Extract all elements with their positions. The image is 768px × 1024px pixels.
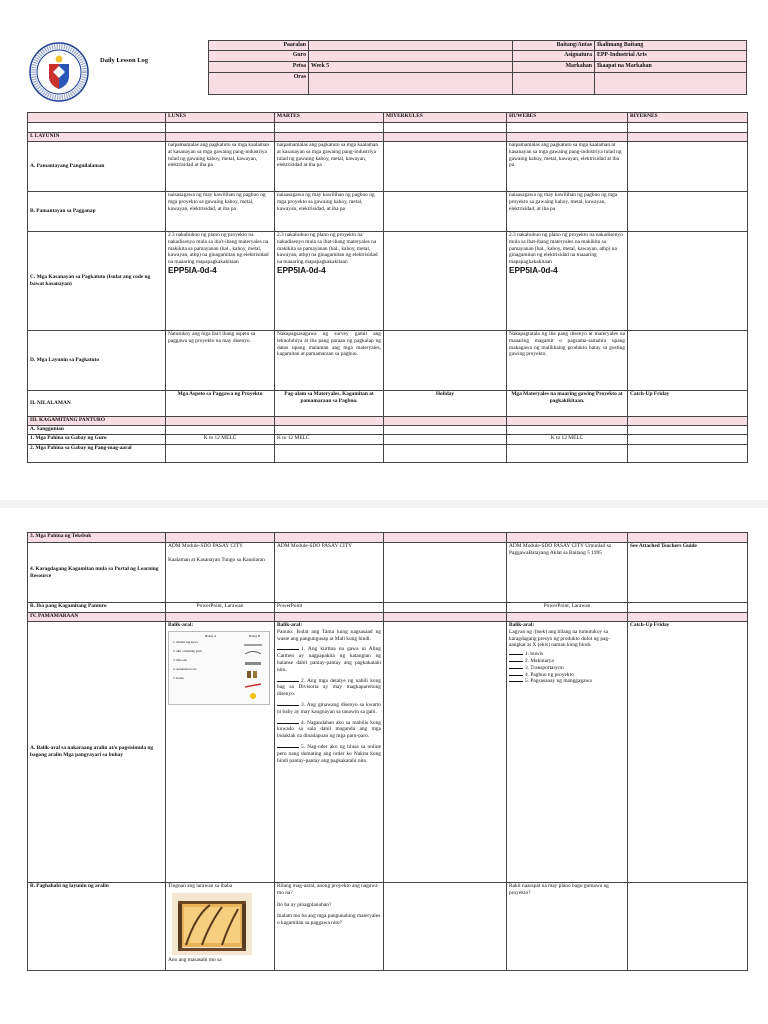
markahan-label: Markahan xyxy=(513,62,595,73)
day-biyernes: BIYERNES xyxy=(628,113,748,123)
tool-pictures-icon xyxy=(241,640,265,702)
day-miyerkules: MIYERKULES xyxy=(384,113,507,123)
day-lunes: LUNES xyxy=(166,113,275,123)
list-item: 2. Ang mga detalye ng nabili kong bag sa Divisoria ay may magkaparehong disenyo. xyxy=(277,677,381,698)
asignatura-label: Asignatura xyxy=(513,51,595,62)
baitang-label: Baitang/Antas xyxy=(513,41,595,51)
competency-code: EPP5IA-0d-4 xyxy=(277,265,326,275)
table-row: B. Pamantayan sa Pagganap naisasagawa ng may kawilihan ng pagbuo ng mga proyekto sa gawaing kahoy, metal, kawayan, elektrisidad, at iba pa naisasagawa ng may kawilihan ng pagbuo ng mga proyekto sa gawaing kahoy, metal, kawayan, elektrisidad, at iba pa naisasagawa ng may kawilihan ng pagbuo ng mga proyekto sa gawaing kahoy, metal, kawayan, elektrisidad, at iba pa xyxy=(28,192,748,232)
deped-seal-icon xyxy=(29,42,89,102)
row-label: 2. Mga Pahina sa Gabay ng Pang-mag-aaral xyxy=(28,445,166,463)
row-label: B. Pamantayan sa Pagganap xyxy=(28,192,166,232)
table-row: D. Mga Layunin sa Pagkatuto Natutukoy ang mga iba't ibang aspeto sa paggawa ng proyekto na may disenyo. Nakapagsasagawa ng survey gamit ang teknolohiya at iba pang paraan ng pagkalap ng datos upang malaman ang mga materyales, kagamitan at pamamaraan sa pagbuo. Nakapagtatala ng iba pang disenyo at materyales na maaaring magamit o pagsama-samahin upang makagawa ng malikhaing produkto batay sa gusting gawing proyekto. xyxy=(28,331,748,391)
section-layunin: I. LAYUNIN xyxy=(28,133,748,142)
header-table xyxy=(208,40,747,95)
list-item: 1. buwis xyxy=(509,651,625,658)
paaralan-label: Paaralan xyxy=(209,41,309,51)
table-row xyxy=(28,445,748,463)
table-row: A. Balik-aral sa nakaraang aralin at/o pagsisimula ng bagong aralin Mga pangyayari sa buhay Balik-aral: Hanay A Hanay B 1. malaki ang kuwa 2. ukit o marking gulit 3. Mas ana 4. susukatan ko ito 5. Kama Balik-aral: Panuto: Isulat ang Tama kung nagsasaad ng waste ang pangungusap at Mali kung hindi. 1. Ang kurtina na gawa ni Aling Carmen ay nagpapakita ng katangian ng balanse dahil pantay-pantay ang pagkakatahi nito. 2. Ang mga detalye ng nabili kong bag sa Divisoria ay may magkaparehong disenyo. 3. Ang ginawang disenyo sa kwarto ni baby ay may kaugnayan sa tanawin sa gabi. 4. Nagandahan ako sa mabilis kong kuwado sa sala dahil maganda ang mga bulaklak na dinadapuan ng mga paru-paro. 5. Nag-oder ako ng blusa sa online pero nang dumating ang order ko Nakita kong hindi pantay-pantay ang pagkakatahi nito. Balik-aral: Lagyan ng /(tsek) ang bilang na tumutukoy sa karagdagang presyo ng produkto dulot ng pag-aangkat at X (ekis) naman kung hindi. 1. buwis 2. Makinarya 3. Transportasyon 4. Pagbuo ng proyekto 5. Pagsasanay ng manggagawa Catch-Up Friday xyxy=(28,622,748,883)
asignatura-value: EPP-Industrial Arts xyxy=(595,51,747,62)
baitang-value: Ikalimang Baitang xyxy=(595,41,747,51)
table-row: II. NILALAMAN Mga Aspeto sa Paggawa ng Proyekto Pag-alam sa Materyales, Kagamitan at pamamaraan sa Pagbuo. Holiday Mga Materyales na maaring gawing Proyekto at pagkakikitaan. Catch-Up Friday xyxy=(28,391,748,417)
day-header-row xyxy=(28,113,748,123)
day-martes: MARTES xyxy=(275,113,384,123)
day-huwebes: HUWEBES xyxy=(507,113,628,123)
table-row: 1. Mga Pahina sa Gabay ng Guro K to 12 MELC K to 12 MELC K to 12 MELC xyxy=(28,435,748,445)
list-item: 4. Nagandahan ako sa mabilis kong kuwado sa sala dahil maganda ang mga bulaklak na dinadapuan ng mga paru-paro. xyxy=(277,719,381,740)
row-label: 4. Karagdagang Kagamitan mula sa Portal ng Learning Resource xyxy=(28,543,166,603)
lesson-table-2 xyxy=(27,532,748,971)
table-row xyxy=(28,533,748,543)
table-row: C. Mga Kasanayan sa Pagkatuto (Isulat ang code ng bawat kasanayan) 2.3 nakabubuo ng plano ng proyekto na nakadisenyo mula sa iba't-ibang materyales na makikita sa pamayanan (hal., kahoy, metal, kawayan, atbp) na ginagamitan ng elektrisidad na maaaring mapapagkakakitaan EPP5IA-0d-4 2.3 nakabubuo ng plano ng proyekto na nakadisenyo mula sa ibat-ibang materyales na makikita sa pamayanan (hal., kahoy, metal, kawayan, atbp) na ginagamitan ng elektrisidad na maaaring mapapagkakakitaan EPP5IA-0d-4 2.3 nakabubuo ng plano ng proyekto na nakadisenyo mula sa ibat-ibang materyales na makikita sa pamayanan (hal., kahoy, metal, kawayan, atbp) na ginagamitan ng elektrisidad na maaaring mapapagkakakitaan EPP5IA-0d-4 xyxy=(28,232,748,331)
row-label: A. Pamantayang Pangnilalaman xyxy=(28,142,166,192)
list-item: 5. Nag-oder ako ng blusa sa online pero nang dumating ang order ko Nakita kong hindi pantay-pantay ang pagkakatahi nito. xyxy=(277,743,381,764)
section-kagamitan: III. KAGAMITANG PANTURO xyxy=(28,417,748,426)
section-sanggunian: A. Sanggunian xyxy=(28,426,748,435)
paaralan-value xyxy=(309,41,513,51)
section-pamamaraan: IV. PAMAMARAAN xyxy=(28,613,748,622)
guro-value xyxy=(309,51,513,62)
row-label: II. NILALAMAN xyxy=(28,391,166,417)
row-label: 1. Mga Pahina sa Gabay ng Guro xyxy=(28,435,166,445)
matching-activity-image: Hanay A Hanay B 1. malaki ang kuwa 2. ukit o marking gulit 3. Mas ana 4. susukatan ko ito 5. Kama xyxy=(168,631,270,705)
page-1 xyxy=(0,0,768,500)
table-row: A. Pamantayang Pangnilalaman naipamamalas ang pagkatuto sa mga kaalaman at kasanayan sa mga gawaing pang-industriya tulad ng gawaing kahoy, metal, kawayan, elektrisidad at iba pa naipamamalas ang pagkatuto sa mga kaalaman at kasanayan sa mga gawaing pang-industriya tulad ng gawaing kahoy, metal, kawayan, elektrisidad at iba pa naipamamalas ang pagkatuto sa mga kaalaman at kasanayan sa mga gawaing pang-industriya tulad ng gawaing kahoy, metal, kawayan, elektrisidad at iba pa xyxy=(28,142,748,192)
row-label: A. Balik-aral sa nakaraang aralin at/o pagsisimula ng bagong aralin Mga pangyayari sa buhay xyxy=(28,622,166,883)
row-label: B. Paghahabi ng layunin ng aralin xyxy=(28,883,166,971)
competency-code: EPP5IA-0d-4 xyxy=(509,265,558,275)
petsa-label: Petsa xyxy=(209,62,309,73)
list-item: 5. Pagsasanay ng manggagawa xyxy=(509,678,625,685)
list-item: 3. Transportasyon xyxy=(509,665,625,672)
wooden-lamp-image xyxy=(172,893,252,955)
row-label: B. Iba pang Kagamitang Panturo xyxy=(28,603,166,613)
page-2 xyxy=(0,508,768,1024)
list-item: 4. Pagbuo ng proyekto xyxy=(509,672,625,679)
oras-label: Oras xyxy=(209,73,309,95)
table-row: B. Paghahabi ng layunin ng aralin Tingnan ang larawan sa ibaba Ano ang masasabi mo sa Bilang mag-aaral, anong proyekto ang nagawa mo na? Ito ba ay pinagplanuhan? Inalam mo ba ang mga pangunahing materyales o kagamitan sa paggawa nito? Bakit naarapat na may plano bago gumawa ng proyekto? xyxy=(28,883,748,971)
document-title: Daily Lesson Log xyxy=(100,57,149,64)
guro-label: Guro xyxy=(209,51,309,62)
lesson-table-1 xyxy=(27,112,748,463)
table-row: 4. Karagdagang Kagamitan mula sa Portal ng Learning Resource ADM Module-SDO PASAY CITY Kaalaman at Kasanayan Tungo sa Kaunlaran ADM Module-SDO PASAY CITY ADM Module-SDO PASAY CITY Umunlad sa PaggawaBatayang Aklat sa Baitang 5 1995 See Attached Teachers Guide xyxy=(28,543,748,603)
row-label: 3. Mga Pahina ng Teksbuk xyxy=(28,533,166,543)
markahan-value: Ikaapat na Markahan xyxy=(595,62,747,73)
list-item: 2. Makinarya xyxy=(509,658,625,665)
list-item: 1. Ang kurtina na gawa ni Aling Carmen ay nagpapakita ng katangian ng balanse dahil pantay-pantay ang pagkakatahi nito. xyxy=(277,646,381,673)
petsa-value: Week 5 xyxy=(309,62,513,73)
table-row: B. Iba pang Kagamitang Panturo PowerPoint, Larawan PowerPoint PowerPoint, Larawan xyxy=(28,603,748,613)
list-item: 3. Ang ginawang disenyo sa kwarto ni baby ay may kaugnayan sa tanawin sa gabi. xyxy=(277,701,381,715)
row-label: C. Mga Kasanayan sa Pagkatuto (Isulat ang code ng bawat kasanayan) xyxy=(28,232,166,331)
oras-value xyxy=(309,73,513,95)
row-label: D. Mga Layunin sa Pagkatuto xyxy=(28,331,166,391)
competency-code: EPP5IA-0d-4 xyxy=(168,265,217,275)
